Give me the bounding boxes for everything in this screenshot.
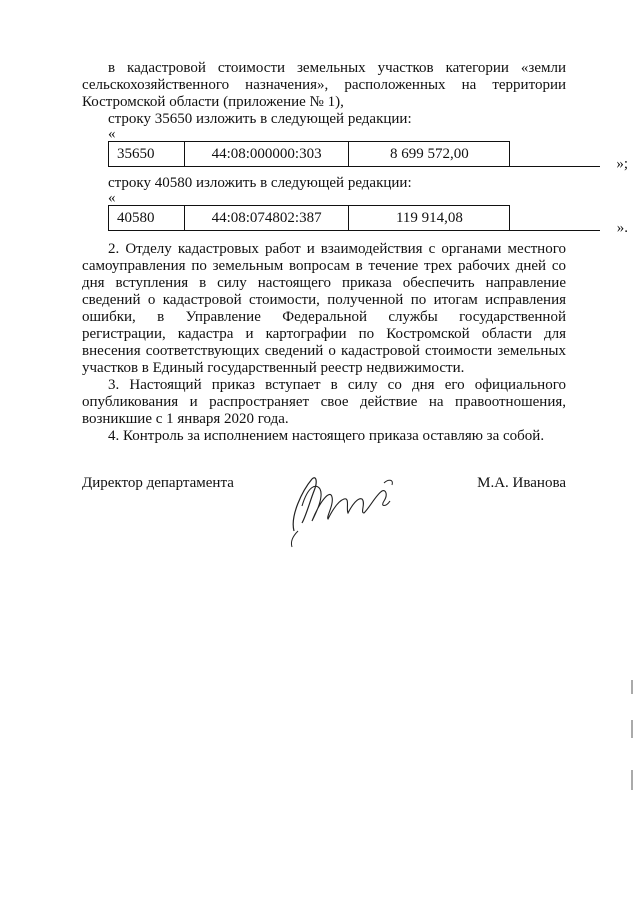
signatory-position: Директор департамента (82, 475, 234, 491)
item2-line6: регистрации, кадастра и картографии по Костромской области для (82, 326, 566, 342)
paragraph1-line1: в кадастровой стоимости земельных участков категории «земли (108, 60, 566, 76)
row1-empty (510, 142, 600, 167)
table-row2 (108, 205, 600, 231)
paragraph1-line3: Костромской области (приложение № 1), (82, 94, 344, 110)
item2-line7: внесения соответствующих сведений о кадастровой стоимости земельных (82, 343, 566, 359)
margin-scan-marks (628, 680, 636, 800)
close-quote-1: »; (616, 156, 628, 172)
handwritten-signature (272, 461, 422, 551)
item2-line3: дня вступления в силу настоящего приказа обеспечить направление (82, 275, 566, 291)
paragraph1-line2: сельскохозяйственного назначения», расположенных на территории (82, 77, 566, 93)
table-row1-wrap (108, 141, 628, 172)
row1-cadastral: 44:08:000000:303 (184, 142, 349, 167)
item3-line2: опубликования и распространяет свое действие на правоотношения, (82, 394, 566, 410)
row2-number: 40580 (109, 206, 185, 231)
item2-line4: сведений о кадастровой стоимости, полученной по итогам исправления (82, 292, 566, 308)
item2-line2: самоуправления по земельным вопросам в течение трех рабочих дней со (82, 258, 566, 274)
item2-line5: ошибки, в Управление Федеральной службы государственной (82, 309, 566, 325)
open-quote-2: « (108, 190, 116, 206)
signature-block (82, 475, 566, 565)
close-quote-2: ». (616, 220, 628, 236)
row1-number: 35650 (109, 142, 185, 167)
row1-value: 8 699 572,00 (349, 142, 510, 167)
signatory-name: М.А. Иванова (477, 475, 566, 491)
item3-line3: возникшие с 1 января 2020 года. (82, 411, 289, 427)
table-row1 (108, 141, 600, 167)
row2-cadastral: 44:08:074802:387 (184, 206, 349, 231)
row1-intro: строку 35650 изложить в следующей редакции: (108, 111, 412, 127)
row2-value: 119 914,08 (349, 206, 510, 231)
open-quote-1: « (108, 126, 116, 142)
row2-empty (510, 206, 600, 231)
item3-line1: 3. Настоящий приказ вступает в силу со дня его официального (108, 377, 566, 393)
item2-line1: 2. Отделу кадастровых работ и взаимодействия с органами местного (108, 241, 566, 257)
document-page (82, 60, 628, 565)
row2-intro: строку 40580 изложить в следующей редакции: (108, 175, 412, 191)
item4-text: 4. Контроль за исполнением настоящего приказа оставляю за собой. (108, 428, 545, 444)
item2-line8: участков в Единый государственный реестр недвижимости. (82, 360, 465, 376)
table-row2-wrap (108, 205, 628, 236)
